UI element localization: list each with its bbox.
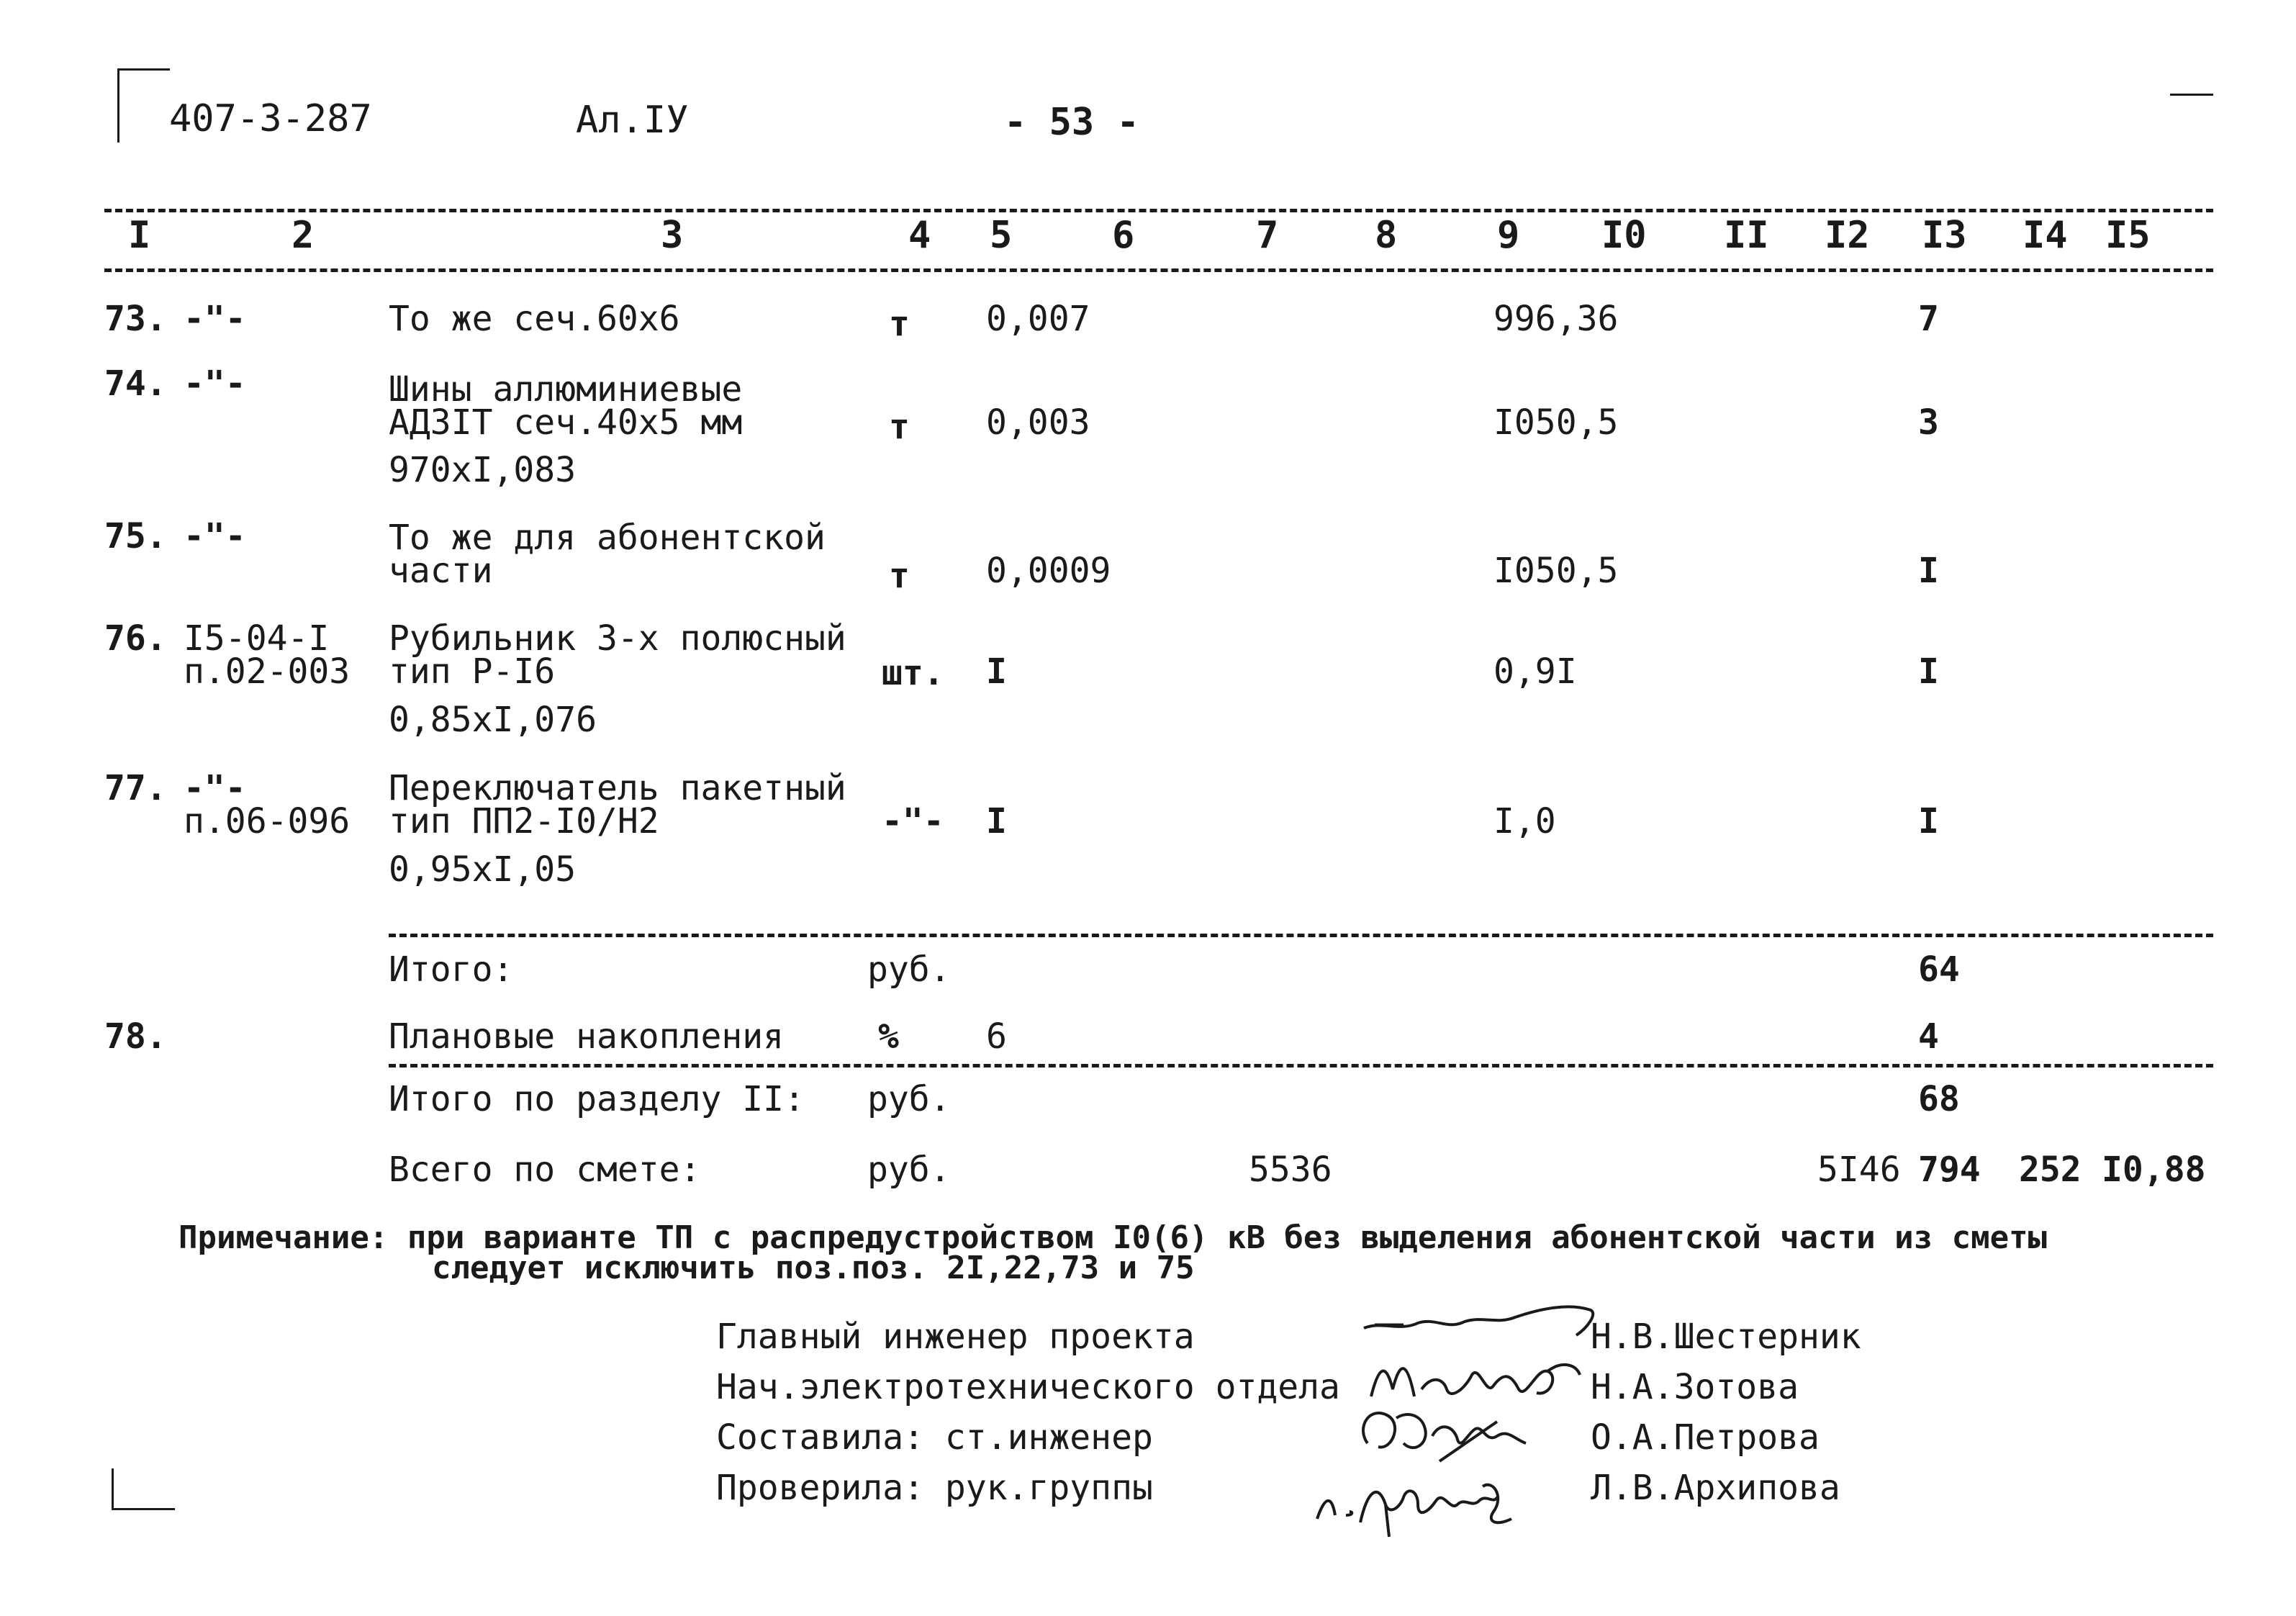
grand-total-col7: 5536 [1249, 1150, 1332, 1190]
subtotal-label: Итого: [389, 949, 514, 990]
row-price: 996,36 [1493, 299, 1619, 339]
grand-total-unit: руб. [867, 1150, 951, 1190]
row-description: 0,85хI,076 [389, 700, 597, 740]
signature-role: Составила: ст.инженер [716, 1417, 1153, 1458]
row-col13: 7 [1918, 299, 1939, 339]
column-header-7: 7 [1256, 214, 1279, 257]
row-code: -"- [184, 364, 246, 404]
signature-role: Главный инженер проекта [716, 1317, 1195, 1357]
row-quantity: 0,0009 [986, 551, 1111, 591]
row-quantity: I [986, 651, 1007, 692]
grand-total-col14: 252 [2019, 1150, 2082, 1190]
row-price: I,0 [1493, 801, 1556, 841]
row-description: Рубильник 3-х полюсный [389, 618, 846, 659]
row-unit: т [889, 407, 910, 447]
planned-savings-label: Плановые накопления [389, 1016, 785, 1057]
row-description: То же для абонентской [389, 518, 826, 558]
row-unit: т [889, 556, 910, 596]
row-description: Переключатель пакетный [389, 768, 846, 808]
row-code-sub: п.02-003 [184, 651, 351, 692]
row-description: 0,95хI,05 [389, 849, 577, 890]
totals-top-rule [389, 934, 2213, 937]
column-header-3: 3 [661, 214, 684, 257]
row-quantity: I [986, 801, 1007, 841]
row-number: 74. [104, 364, 167, 404]
row-description: тип Р-I6 [389, 651, 556, 692]
note-line-2: следует исключить поз.поз. 2I,22,73 и 75 [432, 1250, 1195, 1286]
handwritten-signature-reviewer [1310, 1454, 1533, 1540]
column-header-6: 6 [1112, 214, 1135, 257]
row-number: 75. [104, 516, 167, 556]
signature-name: Н.В.Шестерник [1591, 1317, 1861, 1357]
row-price: I050,5 [1493, 402, 1619, 443]
column-header-11: II [1724, 214, 1769, 257]
header-bottom-rule [104, 268, 2213, 272]
row-col13: I [1918, 651, 1939, 692]
section-total-label: Итого по разделу II: [389, 1079, 805, 1119]
grand-total-col13: 794 [1918, 1150, 1981, 1190]
signature-name: Л.В.Архипова [1591, 1468, 1840, 1508]
signature-name: Н.А.Зотова [1591, 1367, 1799, 1407]
column-header-9: 9 [1497, 214, 1520, 257]
row-unit: -"- [882, 801, 944, 841]
corner-mark-top-left [117, 68, 170, 143]
note-line-1: Примечание: при варианте ТП с распредустройством I0(6) кВ без выделения абонентской части из сметы [178, 1219, 2048, 1256]
row-description: части [389, 551, 493, 591]
grand-total-col12: 5I46 [1817, 1150, 1901, 1190]
row-description: тип ПП2-I0/Н2 [389, 801, 659, 841]
row-code: -"- [184, 768, 246, 808]
column-header-4: 4 [908, 214, 931, 257]
handwritten-signature-chief-engineer [1360, 1296, 1605, 1346]
album-number: Ал.IУ [576, 99, 689, 142]
subtotal-value: 64 [1918, 949, 1960, 990]
row-code-sub: п.06-096 [184, 801, 351, 841]
row-description: Шины аллюминиевые [389, 369, 743, 410]
document-number: 407-3-287 [169, 97, 372, 140]
row-col13: 3 [1918, 402, 1939, 443]
section-total-unit: руб. [867, 1079, 951, 1119]
signature-role: Проверила: рук.группы [716, 1468, 1153, 1508]
row-unit: шт. [882, 653, 944, 693]
row-description: 970хI,083 [389, 450, 577, 490]
signature-name: О.А.Петрова [1591, 1417, 1820, 1458]
column-header-12: I2 [1825, 214, 1870, 257]
row-number: 73. [104, 299, 167, 339]
row-quantity: 0,007 [986, 299, 1090, 339]
row-description: АД3IТ сеч.40х5 мм [389, 402, 743, 443]
grand-total-col15: I0,88 [2102, 1150, 2206, 1190]
column-header-8: 8 [1375, 214, 1398, 257]
row-number: 77. [104, 768, 167, 808]
planned-savings-unit: % [878, 1016, 899, 1057]
corner-mark-bottom-left [112, 1468, 175, 1510]
signature-role: Нач.электротехнического отдела [716, 1367, 1340, 1407]
row-code: I5-04-I [184, 618, 330, 659]
column-header-2: 2 [291, 214, 315, 257]
column-header-14: I4 [2022, 214, 2068, 257]
corner-mark-top-right [2170, 94, 2213, 96]
planned-savings-rate: 6 [986, 1016, 1007, 1057]
column-header-5: 5 [990, 214, 1013, 257]
row-price: I050,5 [1493, 551, 1619, 591]
planned-savings-value: 4 [1918, 1016, 1939, 1057]
page-number: - 53 - [1004, 101, 1139, 144]
row-number: 76. [104, 618, 167, 659]
subtotal-unit: руб. [867, 949, 951, 990]
row-description: То же сеч.60х6 [389, 299, 680, 339]
row-price: 0,9I [1493, 651, 1577, 692]
row-quantity: 0,003 [986, 402, 1090, 443]
column-header-1: I [128, 214, 151, 257]
column-header-15: I5 [2105, 214, 2151, 257]
grand-total-label: Всего по смете: [389, 1150, 701, 1190]
row-unit: т [889, 304, 910, 344]
column-header-13: I3 [1922, 214, 1967, 257]
row-col13: I [1918, 551, 1939, 591]
column-header-10: I0 [1601, 214, 1647, 257]
section-total-rule [389, 1064, 2213, 1067]
row-code: -"- [184, 516, 246, 556]
section-total-value: 68 [1918, 1079, 1960, 1119]
row-number: 78. [104, 1016, 167, 1057]
row-code: -"- [184, 299, 246, 339]
header-top-rule [104, 209, 2213, 212]
row-col13: I [1918, 801, 1939, 841]
